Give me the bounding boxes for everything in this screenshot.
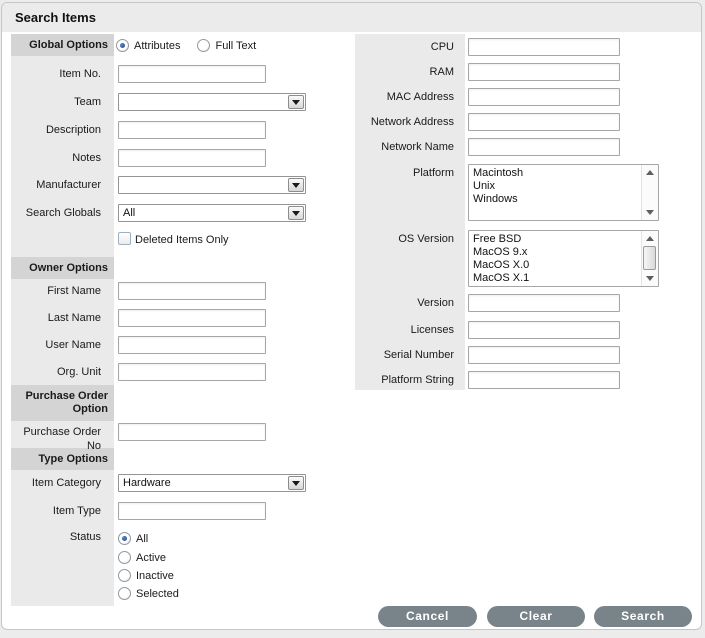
status-label: Status — [69, 531, 101, 543]
status-radio-selected — [118, 587, 179, 600]
cpu-input[interactable] — [468, 38, 620, 56]
serial-number-label: Serial Number — [383, 349, 454, 361]
platform-string-label: Platform String — [381, 374, 454, 386]
status-selected-label: Selected — [136, 587, 179, 600]
status-active-label: Active — [136, 551, 166, 564]
status-selected-radio[interactable] — [118, 587, 131, 600]
section-header-owner-options: Owner Options — [11, 257, 114, 279]
search-globals-label: Search Globals — [25, 207, 101, 219]
chevron-down-icon — [292, 183, 300, 188]
os-version-listbox[interactable] — [468, 230, 659, 287]
os-version-options — [469, 233, 641, 286]
user-name-label: User Name — [45, 339, 101, 351]
os-version-label: OS Version — [398, 233, 454, 245]
status-active-radio[interactable] — [118, 551, 131, 564]
status-radio-inactive — [118, 569, 174, 582]
status-inactive-label: Inactive — [136, 569, 174, 582]
status-radio-all — [118, 532, 148, 545]
item-type-label: Item Type — [52, 505, 101, 517]
platform-scrollbar[interactable] — [641, 165, 658, 220]
team-dropdown-button[interactable] — [288, 95, 304, 109]
ram-input[interactable] — [468, 63, 620, 81]
network-name-label: Network Name — [381, 141, 454, 153]
platform-options — [469, 167, 641, 220]
page-title: Search Items — [15, 10, 96, 25]
scrollbar-thumb[interactable] — [643, 246, 656, 270]
platform-string-input[interactable] — [468, 371, 620, 389]
org-unit-label: Org. Unit — [56, 366, 101, 378]
cancel-button[interactable]: Cancel — [378, 606, 477, 627]
network-address-input[interactable] — [468, 113, 620, 131]
team-label: Team — [74, 96, 101, 108]
item-category-dropdown-button[interactable] — [288, 476, 304, 490]
description-label: Description — [45, 124, 101, 136]
section-header-global-options: Global Options — [11, 34, 114, 56]
manufacturer-select[interactable] — [118, 176, 306, 194]
attributes-radio-label: Attributes — [134, 39, 181, 52]
item-category-select[interactable] — [118, 474, 306, 492]
network-name-input[interactable] — [468, 138, 620, 156]
licenses-input[interactable] — [468, 321, 620, 339]
serial-number-input[interactable] — [468, 346, 620, 364]
status-all-label: All — [136, 532, 149, 545]
deleted-items-only-label: Deleted Items Only — [135, 234, 229, 246]
first-name-input[interactable] — [118, 282, 266, 300]
list-option[interactable]: Macintosh — [473, 167, 524, 179]
platform-label: Platform — [413, 167, 454, 179]
deleted-items-only-checkbox[interactable] — [118, 232, 131, 245]
version-input[interactable] — [468, 294, 620, 312]
licenses-label: Licenses — [410, 324, 454, 336]
item-type-input[interactable] — [118, 502, 266, 520]
chevron-down-icon — [292, 481, 300, 486]
last-name-input[interactable] — [118, 309, 266, 327]
mac-address-label: MAC Address — [386, 91, 454, 103]
manufacturer-label: Manufacturer — [36, 179, 101, 191]
item-no-label: Item No. — [59, 68, 101, 80]
list-option[interactable]: Windows — [473, 193, 518, 205]
platform-listbox[interactable] — [468, 164, 659, 221]
last-name-label: Last Name — [47, 312, 101, 324]
clear-button[interactable]: Clear — [487, 606, 585, 627]
search-mode-radio-group — [116, 39, 256, 52]
item-no-input[interactable] — [118, 65, 266, 83]
list-option[interactable]: Unix — [473, 180, 496, 192]
purchase-order-no-label: Purchase Order No — [23, 426, 101, 452]
list-option[interactable]: MacOS 9.x — [473, 246, 528, 258]
list-option[interactable]: Free BSD — [473, 233, 522, 245]
attributes-radio[interactable] — [116, 39, 129, 52]
scroll-down-icon[interactable] — [646, 210, 654, 215]
list-option[interactable]: MacOS X.0 — [473, 259, 530, 271]
purchase-order-no-input[interactable] — [118, 423, 266, 441]
os-version-scrollbar[interactable] — [641, 231, 658, 286]
team-select[interactable] — [118, 93, 306, 111]
search-button[interactable]: Search — [594, 606, 692, 627]
full-text-radio-label: Full Text — [215, 39, 257, 52]
network-address-label: Network Address — [370, 116, 454, 128]
search-globals-dropdown-button[interactable] — [288, 206, 304, 220]
search-globals-select[interactable] — [118, 204, 306, 222]
status-all-radio[interactable] — [118, 532, 131, 545]
list-option[interactable]: MacOS X.1 — [473, 272, 530, 284]
scroll-up-icon[interactable] — [646, 170, 654, 175]
full-text-radio[interactable] — [197, 39, 210, 52]
status-inactive-radio[interactable] — [118, 569, 131, 582]
search-items-window — [1, 2, 702, 630]
status-radio-active — [118, 551, 166, 564]
chevron-down-icon — [292, 100, 300, 105]
titlebar — [2, 3, 701, 32]
ram-label: RAM — [429, 66, 454, 78]
description-input[interactable] — [118, 121, 266, 139]
section-header-purchase-order-option: Purchase Order Option — [11, 385, 114, 421]
search-globals-select-value: All — [123, 207, 136, 219]
item-category-select-value: Hardware — [123, 477, 171, 489]
org-unit-input[interactable] — [118, 363, 266, 381]
chevron-down-icon — [292, 211, 300, 216]
version-label: Version — [417, 297, 454, 309]
scroll-down-icon[interactable] — [646, 276, 654, 281]
notes-input[interactable] — [118, 149, 266, 167]
user-name-input[interactable] — [118, 336, 266, 354]
scroll-up-icon[interactable] — [646, 236, 654, 241]
cpu-label: CPU — [430, 41, 454, 53]
mac-address-input[interactable] — [468, 88, 620, 106]
manufacturer-dropdown-button[interactable] — [288, 178, 304, 192]
notes-label: Notes — [72, 152, 101, 164]
item-category-label: Item Category — [31, 477, 101, 489]
first-name-label: First Name — [47, 285, 101, 297]
section-header-type-options: Type Options — [11, 448, 114, 470]
